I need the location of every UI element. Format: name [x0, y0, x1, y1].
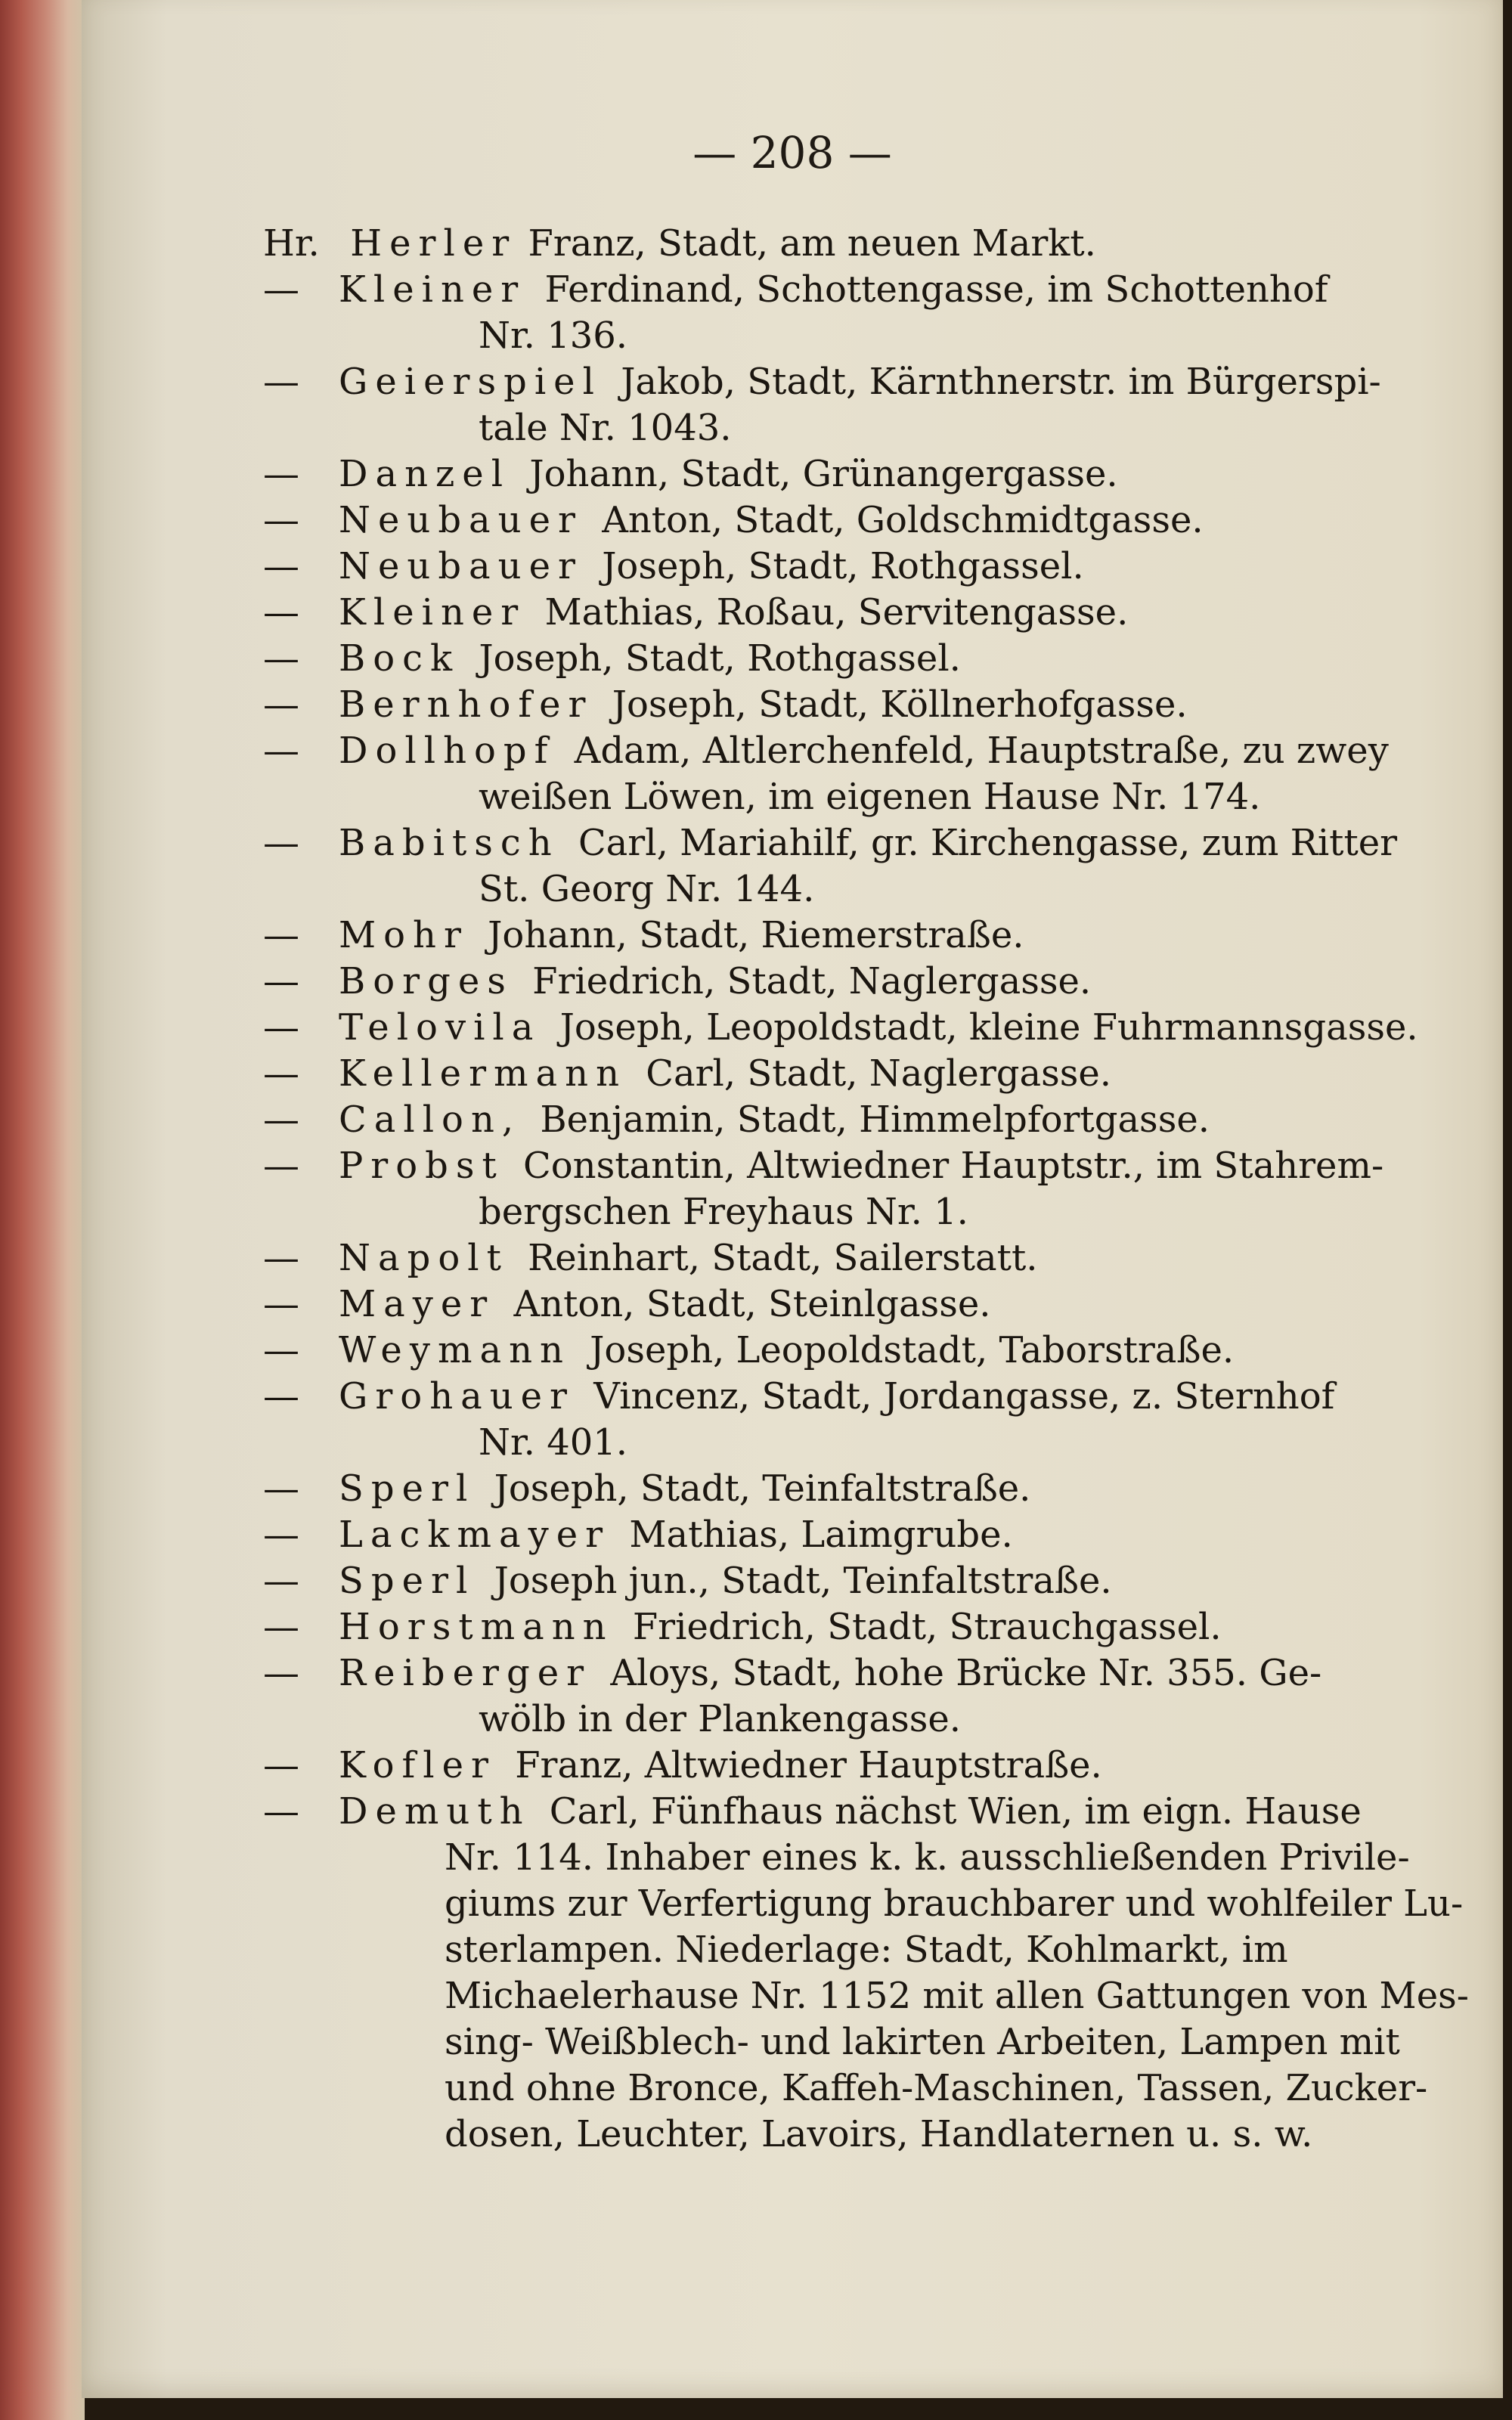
entry	[263, 1235, 1512, 1281]
entry	[263, 728, 1512, 774]
entry-surname: Horstmann	[339, 1606, 633, 1648]
entry-continuation: dosen, Leuchter, Lavoirs, Handlaternen u. s. w.	[445, 2113, 1313, 2155]
entry-continuation: wölb in der Plankengasse.	[479, 1698, 962, 1740]
entry-dash: —	[263, 1329, 299, 1371]
entry-dash: —	[263, 960, 299, 1002]
entry-dash: —	[263, 1098, 299, 1141]
entry-continuation: Nr. 401.	[479, 1421, 628, 1464]
entry-continuation: weißen Löwen, im eigenen Hause Nr. 174.	[479, 776, 1261, 818]
entry-first	[263, 221, 1512, 267]
entry	[263, 1051, 1512, 1097]
entry-text: Reinhart, Stadt, Sailerstatt.	[528, 1237, 1038, 1279]
entry-dash: —	[263, 730, 299, 772]
entry-text: Anton, Stadt, Goldschmidtgasse.	[602, 499, 1204, 541]
entry-dash: —	[263, 1790, 299, 1833]
entry-surname: Kleiner	[339, 591, 545, 634]
entry-surname: Weymann	[339, 1329, 590, 1371]
entry-text: Constantin, Altwiedner Hauptstr., im Stahrem-	[523, 1145, 1384, 1187]
entry-surname: Sperl	[339, 1467, 494, 1510]
entry	[263, 636, 1512, 682]
entry-surname: Neubauer	[339, 545, 603, 587]
entry-text: Joseph, Stadt, Teinfaltstraße.	[494, 1467, 1031, 1510]
entry-text: Joseph, Leopoldstadt, Taborstraße.	[590, 1329, 1235, 1371]
entry-continuation: Michaelerhause Nr. 1152 mit allen Gattungen von Mes-	[445, 1975, 1469, 2017]
entry-dash: —	[263, 268, 299, 311]
entry	[263, 1558, 1512, 1604]
entry-text: Carl, Mariahilf, gr. Kirchengasse, zum Ritter	[578, 822, 1398, 864]
entry	[263, 820, 1512, 866]
entry-dash: —	[263, 545, 299, 587]
entry	[263, 1604, 1512, 1650]
entry	[263, 913, 1512, 959]
entry-text: Vincenz, Stadt, Jordangasse, z. Sternhof	[593, 1375, 1335, 1418]
entry	[263, 1097, 1512, 1143]
entry-dash: —	[263, 637, 299, 680]
entry	[263, 359, 1512, 405]
entry-surname: Grohauer	[339, 1375, 594, 1418]
entry	[263, 497, 1512, 544]
entry-continuation: sing- Weißblech- und lakirten Arbeiten, Lampen mit	[445, 2021, 1400, 2063]
entry-surname: Bock	[339, 637, 479, 680]
entry-dash: —	[263, 1514, 299, 1556]
entry-text: Anton, Stadt, Steinlgasse.	[513, 1283, 991, 1325]
entry-surname: Mayer	[339, 1283, 514, 1325]
entry-text: Joseph, Stadt, Rothgassel.	[479, 637, 961, 680]
entry	[263, 1466, 1512, 1512]
entry	[263, 1328, 1512, 1374]
entry-surname: Demuth	[339, 1790, 550, 1833]
entry-surname: Bernhofer	[339, 683, 612, 726]
entry-dash: —	[263, 1606, 299, 1648]
entry-dash: —	[263, 1560, 299, 1602]
entry-continuation: bergschen Freyhaus Nr. 1.	[479, 1191, 968, 1233]
entry-text: Franz, Stadt, am neuen Markt.	[528, 222, 1096, 265]
entry-text: Johann, Stadt, Grünangergasse.	[529, 453, 1118, 495]
entries-host	[263, 267, 1512, 2158]
entry-text: Jakob, Stadt, Kärnthnerstr. im Bürgerspi-	[621, 361, 1381, 403]
entry-text: Mathias, Roßau, Servitengasse.	[544, 591, 1129, 634]
entry-surname: Babitsch	[339, 822, 578, 864]
entry	[263, 590, 1512, 636]
entry-continuation: tale Nr. 1043.	[479, 407, 732, 449]
entry-dash: —	[263, 1744, 299, 1786]
page-edge	[0, 0, 85, 2420]
entry-surname: Danzel	[339, 453, 530, 495]
entry-surname: Kleiner	[339, 268, 545, 311]
entry	[263, 544, 1512, 590]
entry-continuation: St. Georg Nr. 144.	[479, 868, 815, 910]
page	[82, 0, 1503, 2398]
entry-dash: —	[263, 1145, 299, 1187]
entry-text: Ferdinand, Schottengasse, im Schottenhof	[544, 268, 1328, 311]
entry-text: Joseph jun., Stadt, Teinfaltstraße.	[494, 1560, 1112, 1602]
entry-surname: Kofler	[339, 1744, 516, 1786]
entry-text: Friedrich, Stadt, Strauchgassel.	[632, 1606, 1222, 1648]
entry	[263, 1005, 1512, 1051]
entry-continuation: und ohne Bronce, Kaffeh-Maschinen, Tassen, Zucker-	[445, 2067, 1428, 2109]
entry-text: Carl, Fünfhaus nächst Wien, im eign. Hause	[549, 1790, 1362, 1833]
entry	[263, 1512, 1512, 1558]
entry-text: Franz, Altwiedner Hauptstraße.	[515, 1744, 1102, 1786]
entry-text: Joseph, Stadt, Köllnerhofgasse.	[612, 683, 1188, 726]
entry	[263, 682, 1512, 728]
entry-dash: —	[263, 1237, 299, 1279]
entry	[263, 1789, 1512, 1835]
entry-text: Friedrich, Stadt, Naglergasse.	[532, 960, 1092, 1002]
entry-continuation: Nr. 114. Inhaber eines k. k. ausschließenden Privile-	[445, 1836, 1410, 1879]
entry	[263, 1143, 1512, 1189]
entry-dash: —	[263, 1006, 299, 1049]
entry-dash: —	[263, 1467, 299, 1510]
entry	[263, 451, 1512, 497]
entry-dash: —	[263, 914, 299, 956]
entry-dash: —	[263, 591, 299, 634]
entry-continuation: sterlampen. Niederlage: Stadt, Kohlmarkt, im	[445, 1929, 1288, 1971]
entry-text: Carl, Stadt, Naglergasse.	[646, 1052, 1112, 1095]
entry	[263, 1374, 1512, 1420]
entry-list	[263, 221, 1512, 2158]
entry-dash: —	[263, 1283, 299, 1325]
entry	[263, 1743, 1512, 1789]
entry-surname: Probst	[339, 1145, 524, 1187]
entry-continuation: giums zur Verfertigung brauchbarer und wohlfeiler Lu-	[445, 1882, 1464, 1925]
entry-text: Adam, Altlerchenfeld, Hauptstraße, zu zwey	[574, 730, 1389, 772]
entry	[263, 267, 1512, 313]
entry-text: Johann, Stadt, Riemerstraße.	[488, 914, 1024, 956]
entry-dash: —	[263, 1375, 299, 1418]
entry-text: Mathias, Laimgrube.	[629, 1514, 1013, 1556]
entry-surname: Borges	[339, 960, 533, 1002]
entry-dash: —	[263, 683, 299, 726]
entry-text: Joseph, Leopoldstadt, kleine Fuhrmannsgasse.	[559, 1006, 1418, 1049]
entry-surname: Reiberger	[339, 1652, 611, 1694]
entry-dash: —	[263, 361, 299, 403]
entry-text: Aloys, Stadt, hohe Brücke Nr. 355. Ge-	[610, 1652, 1322, 1694]
entry-surname: Mohr	[339, 914, 488, 956]
entry-surname: Herler	[350, 222, 517, 265]
entry-surname: Napolt	[339, 1237, 528, 1279]
page-number: — 208 —	[692, 127, 892, 178]
entry-text: Joseph, Stadt, Rothgassel.	[602, 545, 1084, 587]
entry-surname: Kellermann	[339, 1052, 646, 1095]
entry-continuation: Nr. 136.	[479, 315, 628, 357]
entry-dash: —	[263, 822, 299, 864]
entry	[263, 959, 1512, 1005]
entry	[263, 1650, 1512, 1696]
entry-dash: —	[263, 453, 299, 495]
entry-prefix: Hr.	[263, 222, 320, 265]
entry-surname: Callon,	[339, 1098, 541, 1141]
entry-surname: Neubauer	[339, 499, 603, 541]
entry-dash: —	[263, 499, 299, 541]
entry-surname: Lackmayer	[339, 1514, 630, 1556]
entry-surname: Telovila	[339, 1006, 560, 1049]
entry-dash: —	[263, 1652, 299, 1694]
entry-surname: Dollhopf	[339, 730, 575, 772]
entry-dash: —	[263, 1052, 299, 1095]
entry-surname: Sperl	[339, 1560, 494, 1602]
entry-text: Benjamin, Stadt, Himmelpfortgasse.	[540, 1098, 1210, 1141]
entry-surname: Geierspiel	[339, 361, 621, 403]
entry	[263, 1281, 1512, 1328]
